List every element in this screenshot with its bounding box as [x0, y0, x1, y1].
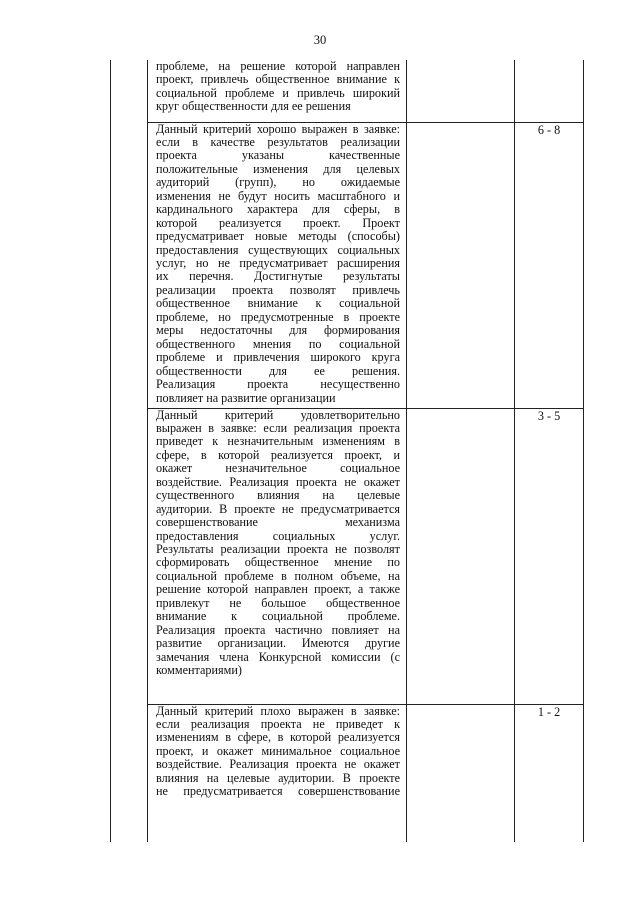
text-line: сформировать общественное мнение по	[156, 555, 400, 570]
text-line: проект, и окажет минимальное социальное	[156, 743, 400, 758]
score-cell	[515, 60, 584, 122]
text-line: аудитории. В проекте не предусматривается	[156, 501, 400, 516]
text-line: развитие организации. Имеются другие	[156, 636, 400, 651]
table-row	[111, 60, 584, 122]
text-line: проблеме, но предусмотренные в проекте	[156, 309, 400, 324]
blank-cell	[407, 122, 515, 408]
text-line: кардинального характера для сферы, в	[156, 202, 400, 217]
criterion-text	[148, 123, 406, 406]
text-line: воздействие. Реализация проекта не окажет	[156, 474, 400, 489]
text-line: проекта указаны качественные	[156, 148, 400, 163]
text-line: Реализация проекта несущественно	[156, 377, 400, 392]
text-line: если реализация проекта не приведет к	[156, 716, 400, 731]
table-row	[111, 122, 584, 408]
text-line: выражен в заявке: если реализация проекта	[156, 420, 400, 435]
text-line: существенного влияния на целевые	[156, 488, 400, 503]
score-cell	[515, 408, 584, 704]
blank-cell	[407, 408, 515, 704]
text-line: общественное внимание к социальной	[156, 296, 400, 311]
text-line: меры недостаточны для формирования	[156, 323, 400, 338]
blank-cell	[407, 704, 515, 842]
score-value: 1 - 2	[537, 704, 561, 719]
text-line: проект, привлечь общественное внимание к	[156, 72, 400, 87]
text-line: сфере, в которой реализуется проект, и	[156, 447, 400, 462]
text-line: привлекут не большое общественное	[156, 595, 400, 610]
score-value: 3 - 5	[537, 408, 561, 423]
score-cell	[515, 122, 584, 408]
index-cell	[111, 122, 148, 408]
text-line: приведет к незначительным изменениям в	[156, 434, 400, 449]
description-cell	[148, 704, 407, 842]
text-line: влияния на целевые аудитории. В проекте	[156, 770, 400, 785]
score-cell	[515, 704, 584, 842]
text-line: общественности для ее решения.	[156, 363, 400, 378]
description-cell	[148, 408, 407, 704]
blank-cell	[407, 60, 515, 122]
text-line: круг общественности для ее решения	[156, 99, 351, 114]
index-cell	[111, 704, 148, 842]
text-line: Реализация проекта частично повлияет на	[156, 622, 400, 637]
score-value	[515, 60, 583, 61]
criterion-text	[148, 705, 406, 799]
text-line: общественного мнения по социальной	[156, 336, 400, 351]
description-cell	[148, 122, 407, 408]
page-number: 30	[313, 33, 327, 47]
index-cell	[111, 408, 148, 704]
text-line: Данный критерий хорошо выражен в заявке:	[156, 122, 400, 136]
score-value: 6 - 8	[537, 122, 561, 137]
text-line: предоставления существующих социальных	[156, 242, 400, 257]
table-row	[111, 408, 584, 704]
description-cell	[148, 60, 407, 122]
text-line: воздействие. Реализация проекта не окажет	[156, 757, 400, 772]
text-line: положительные изменения для целевых	[156, 161, 400, 176]
text-line: изменениям в сфере, в которой реализуется	[156, 730, 400, 745]
text-line: их перечня. Достигнутые результаты	[156, 269, 400, 284]
text-line: Результаты реализации проекта не позволят	[156, 542, 400, 557]
text-line: замечания члена Конкурсной комиссии (с	[156, 649, 400, 664]
text-line: услуг, но не предусматривает расширения	[156, 256, 400, 271]
text-line: проблеме, на решение которой направлен	[156, 60, 400, 73]
table-row	[111, 704, 584, 842]
text-line: социальной проблеме в полном объеме, на	[156, 568, 400, 583]
text-line: не предусматривается совершенствование	[156, 784, 400, 799]
text-line: внимание к социальной проблеме.	[156, 609, 400, 624]
text-line: предусматривает новые методы (способы)	[156, 229, 400, 244]
text-line: комментариями)	[156, 663, 242, 678]
text-line: если в качестве результатов реализации	[156, 134, 400, 149]
text-line: окажет незначительное социальное	[156, 461, 400, 476]
criterion-text	[148, 409, 406, 678]
text-line: проблеме и привлечения широкого круга	[156, 350, 400, 365]
text-line: Данный критерий удовлетворительно	[156, 408, 400, 422]
text-line: социальной проблеме и привлечь широкий	[156, 85, 400, 100]
text-line: которой реализуется проект. Проект	[156, 215, 400, 230]
text-line: Данный критерий плохо выражен в заявке:	[156, 704, 400, 718]
index-cell	[111, 60, 148, 122]
text-line: реализации проекта позволят привлечь	[156, 282, 400, 297]
text-line: повлияет на развитие организации	[156, 390, 336, 405]
text-line: предоставления социальных услуг.	[156, 528, 400, 543]
text-line: совершенствование механизма	[156, 515, 400, 530]
text-line: аудиторий (групп), но ожидаемые	[156, 175, 400, 190]
text-line: изменения не будут носить масштабного и	[156, 188, 400, 203]
text-line: решение которой направлен проект, а также	[156, 582, 400, 597]
criterion-text	[148, 60, 406, 114]
criteria-table	[110, 60, 584, 842]
